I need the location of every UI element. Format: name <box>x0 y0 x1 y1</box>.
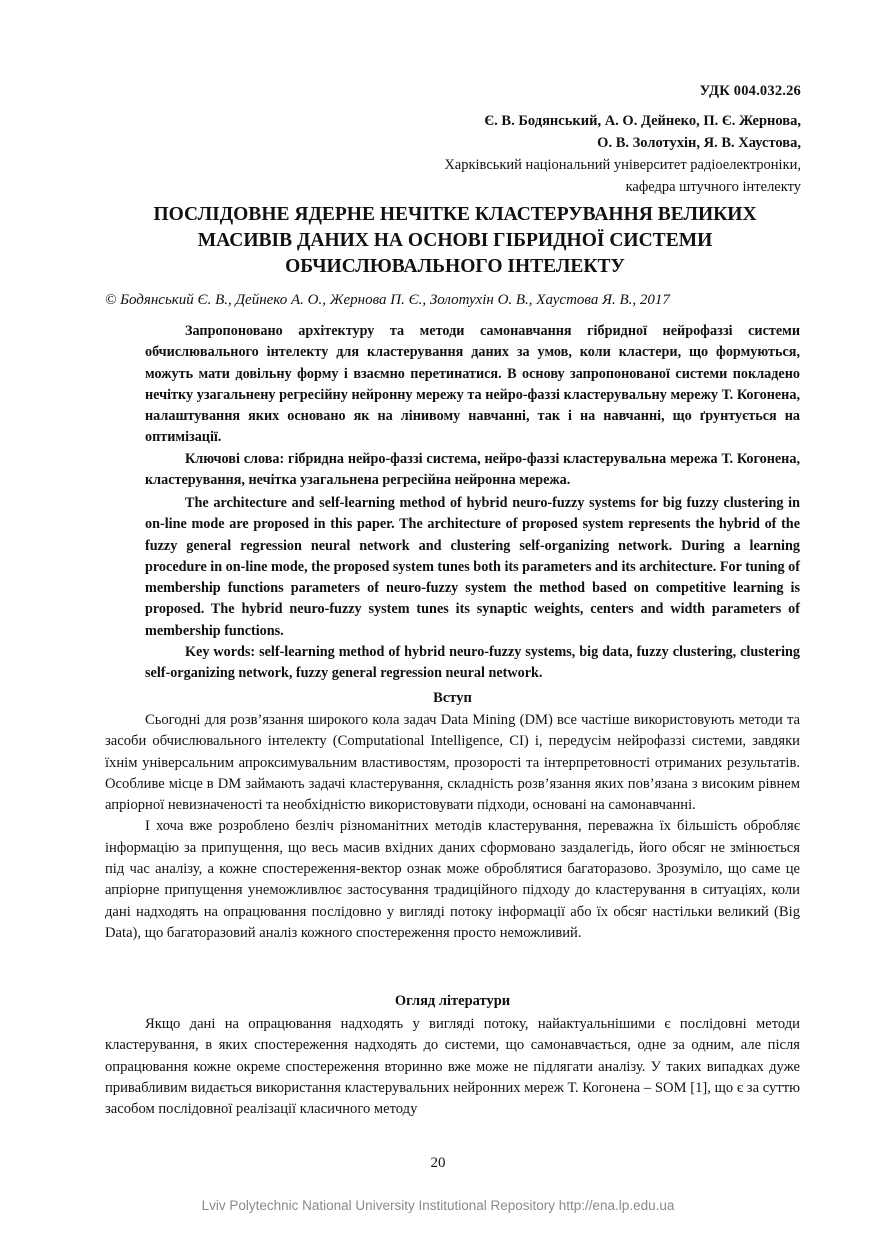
section-heading-literature: Огляд літератури <box>394 993 511 1009</box>
title-line-1: ПОСЛІДОВНЕ ЯДЕРНЕ НЕЧІТКЕ КЛАСТЕРУВАННЯ ВЕЛИКИХ <box>153 204 757 225</box>
abstract-english <box>145 493 800 685</box>
abstract-ua-text: Запропоновано архітектуру та методи самонавчання гібридної нейрофаззі системи обчислювального інтелекту для кластерування даних за умов, коли кластери, що формуються, можуть мати довільну форму і взаємно перетинатися. В основу запропонованої системи покладено нечітку узагальнену регресійну нейронну мережу та нейро-фаззі кластерувальну мережу Т. Когонена, налаштування яких основано як на лінивому навчанні, так і на навчанні, що ґрунтується на оптимізації. <box>145 323 800 446</box>
affiliation-line-1: Харківський національний університет радіоелектроніки, <box>444 157 801 173</box>
title-line-3: ОБЧИСЛЮВАЛЬНОГО ІНТЕЛЕКТУ <box>285 256 625 277</box>
authors-line-1: Є. В. Бодянський, А. О. Дейнеко, П. Є. Жернова, <box>484 113 801 129</box>
intro-paragraph-2: І хоча вже розроблено безліч різноманітних методів кластерування, переважна їх більшість обробляє інформацію за припущення, що весь масив вхідних даних сформовано заздалегідь, його обсяг не змінюється під час аналізу, а кожне спостереження-вектор ознак може оброблятися багаторазово. Зрозуміло, що саме це апріорне припущення унеможливлює застосування традиційного підходу до кластерування в ситуаціях, коли дані надходять на опрацювання послідовно у вигляді потоку інформації або їх обсяг настільки великий (Big Data), що багаторазовий аналіз кожного спостереження просто неможливий. <box>105 818 800 941</box>
literature-paragraph-1: Якщо дані на опрацювання надходять у вигляді потоку, найактуальнішими є послідовні методи кластерування, в яких спостереження надходять до системи, що самонавчається, одне за одним, але після опрацювання кожне окреме спостереження вторинно вже може не підлягати аналізу. У таких випадках дуже привабливим видається використання кластерувальних нейронних мереж Т. Когонена – SOM [1], що є за суттю засобом послідовної реалізації класичного методу <box>105 1016 800 1118</box>
paper-title <box>105 202 805 280</box>
affiliation-line-2: кафедра штучного інтелекту <box>625 179 801 195</box>
section-heading-intro: Вступ <box>433 690 472 706</box>
copyright-line: © Бодянський Є. В., Дейнеко А. О., Жернова П. Є., Золотухін О. В., Хаустова Я. В., 2017 <box>105 292 670 308</box>
page-number: 20 <box>430 1155 446 1171</box>
authors-line-2: О. В. Золотухін, Я. В. Хаустова, <box>597 135 801 151</box>
udk-code: УДК 004.032.26 <box>699 83 801 99</box>
abstract-en-keywords: Key words: self-learning method of hybrid neuro-fuzzy systems, big data, fuzzy clustering, clustering self-organizing network, fuzzy general regression neural network. <box>145 644 800 682</box>
section-literature <box>105 1014 800 1120</box>
repository-footer: Lviv Polytechnic National University Institutional Repository http://ena.lp.edu.ua <box>201 1198 675 1213</box>
title-line-2: МАСИВІВ ДАНИХ НА ОСНОВІ ГІБРИДНОЇ СИСТЕМИ <box>197 230 713 251</box>
abstract-en-text: The architecture and self-learning method of hybrid neuro-fuzzy systems for big fuzzy clustering in on-line mode are proposed in this paper. The architecture of proposed system represents the hybrid of the fuzzy general regression neural network and clustering self-organizing network. During a learning procedure in on-line mode, the proposed system tunes both its parameters and its architecture. For tuning of membership functions parameters of neuro-fuzzy system the method based on competitive learning is proposed. The hybrid neuro-fuzzy system tunes its synaptic weights, centers and width parameters of membership functions. <box>145 495 800 639</box>
intro-paragraph-1: Сьогодні для розв’язання широкого кола задач Data Mining (DM) все частіше використовують методи та засоби обчислювального інтелекту (Computational Intelligence, CI) і, передусім нейрофаззі системи, завдяки їхнім універсальним апроксимувальним властивостям, прозорості та інтерпретовності отриманих результатів. Особливе місце в DM займають задачі кластерування, складність розв’язання яких пов’язана з високим рівнем апріорної невизначеності та необхідністю використовувати підходи, основані на самонавчанні. <box>105 712 800 814</box>
abstract-ua-keywords: Ключові слова: гібридна нейро-фаззі система, нейро-фаззі кластерувальна мережа Т. Когонена, кластерування, нечітка узагальнена регресійна нейронна мережа. <box>145 450 800 489</box>
abstract-ukrainian <box>145 321 800 491</box>
author-block <box>444 110 801 198</box>
section-intro <box>105 710 800 944</box>
